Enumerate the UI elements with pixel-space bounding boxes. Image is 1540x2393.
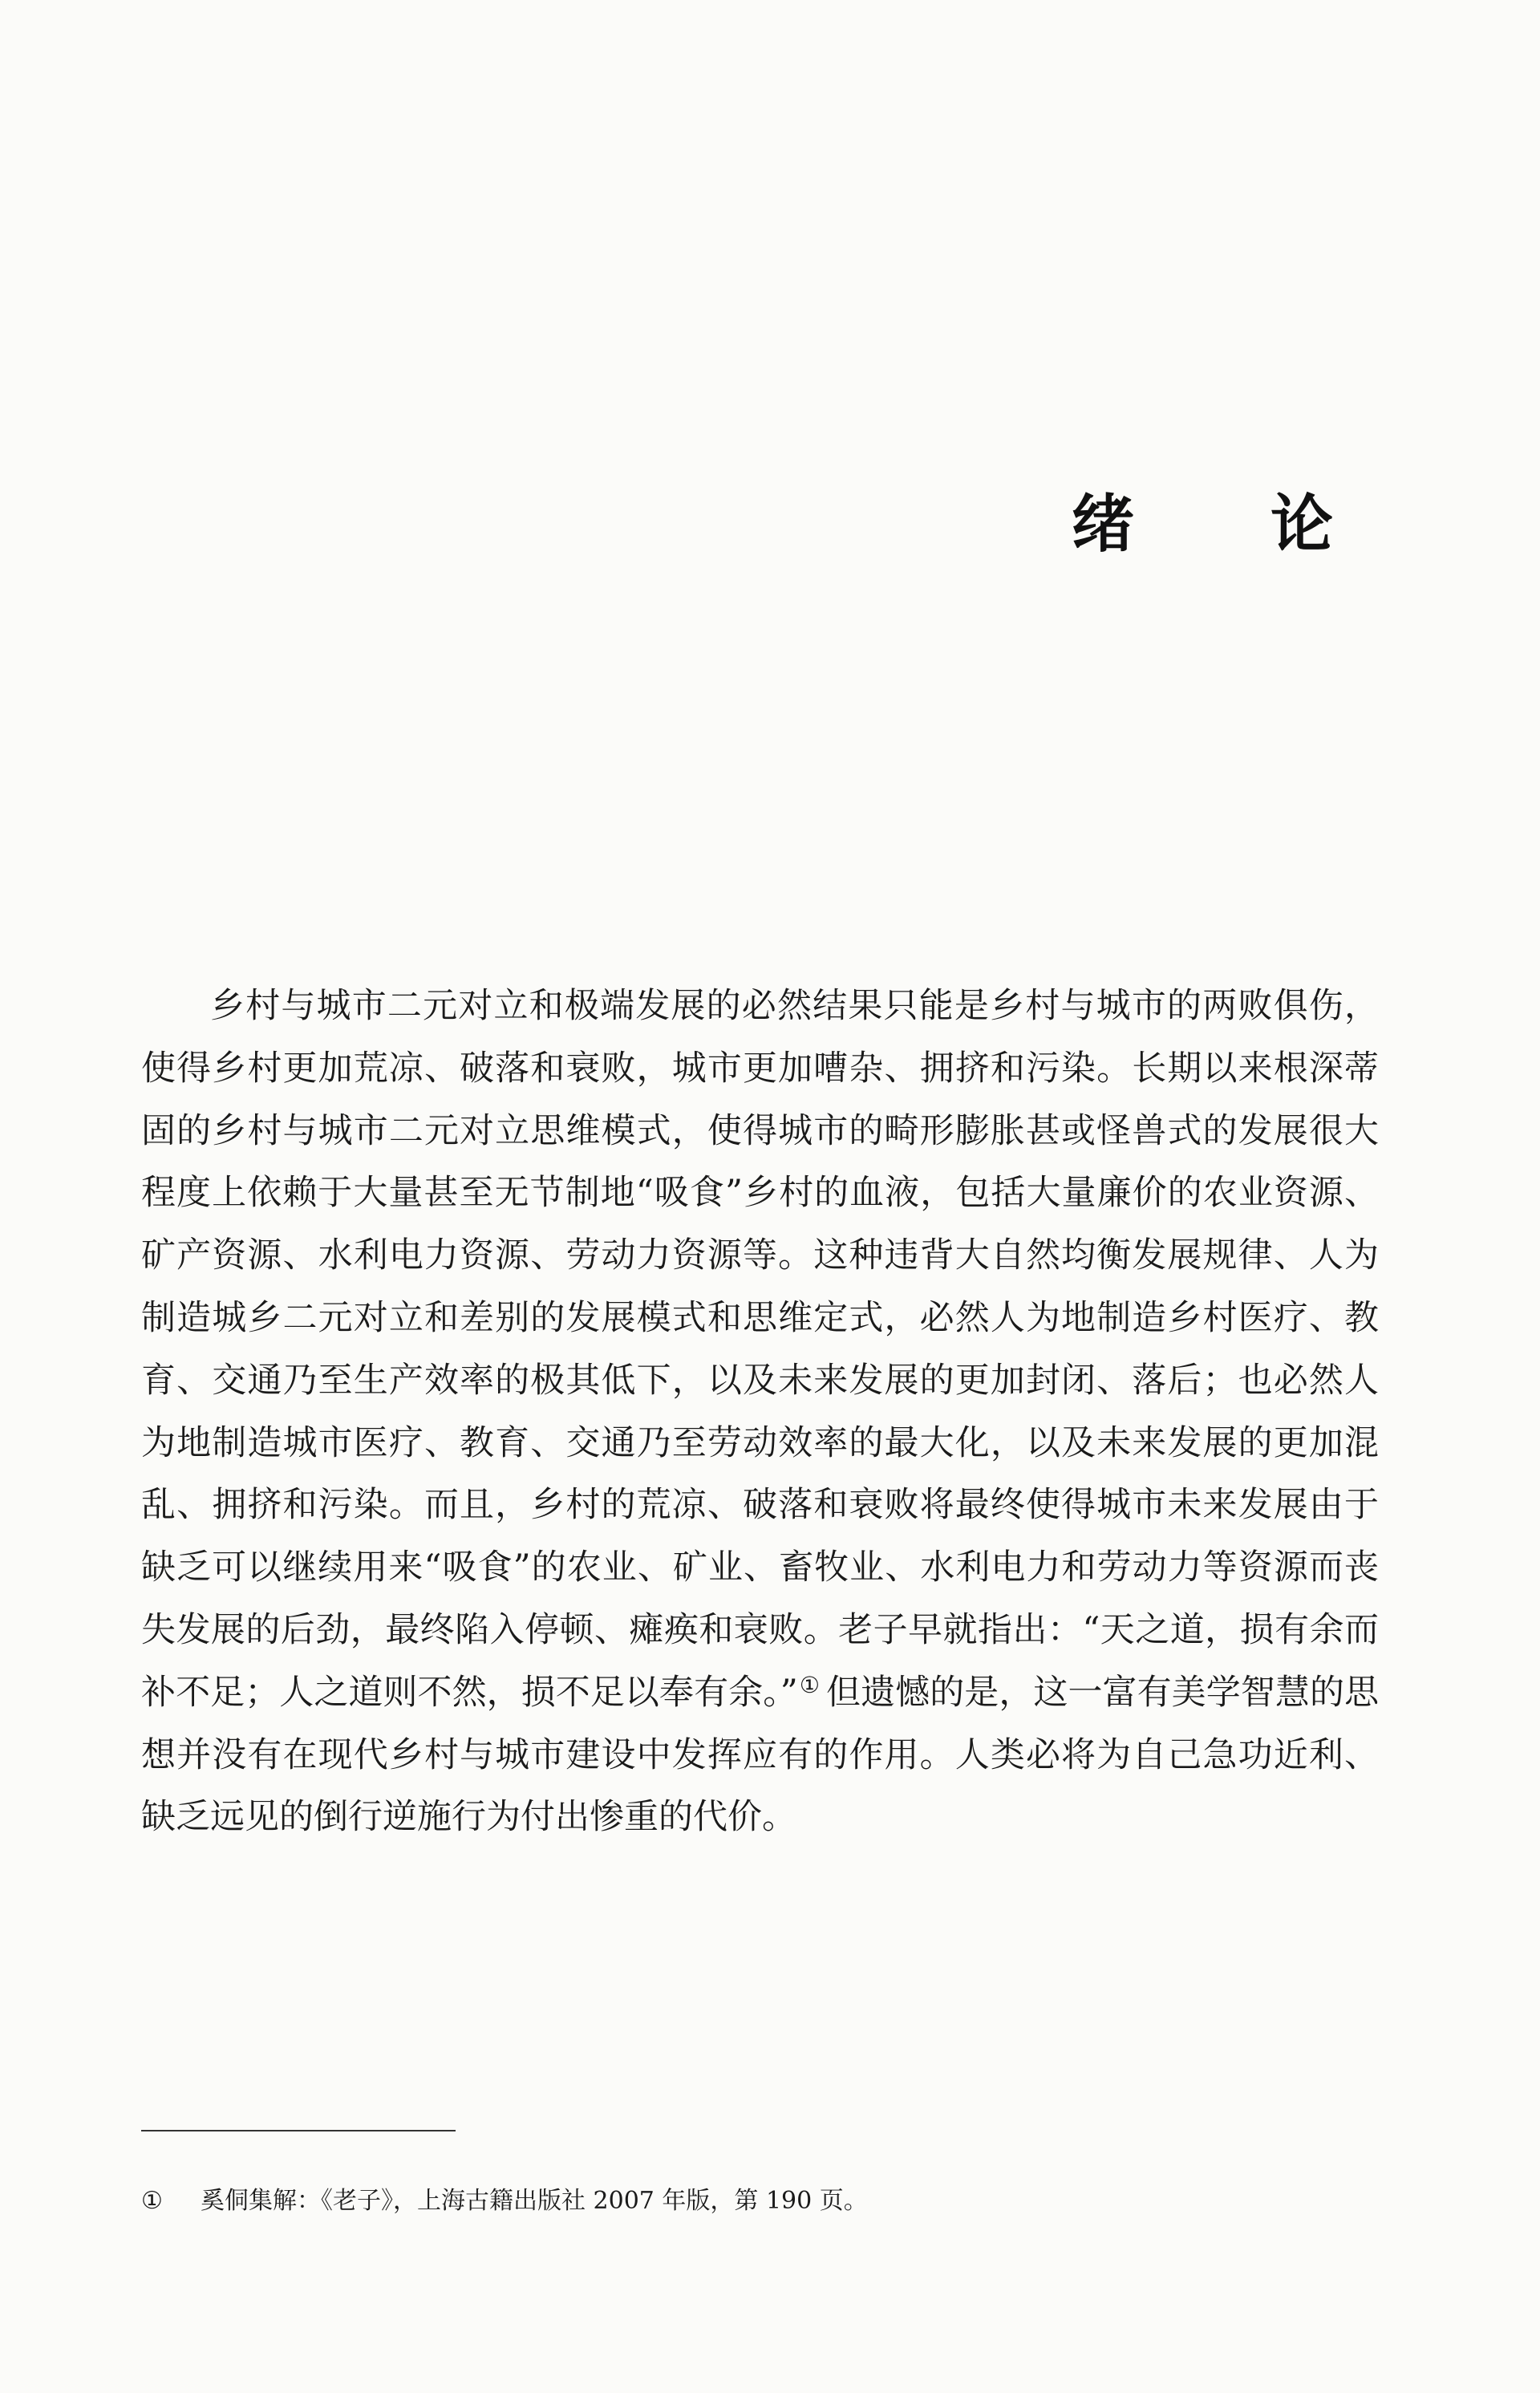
body-paragraph-text-1: 乡村与城市二元对立和极端发展的必然结果只能是乡村与城市的两败俱伤，使得乡村更加荒凉、破落和衰败，城市更加嘈杂、拥挤和污染。长期以来根深蒂固的乡村与城市二元对立思维模式，使得城市的畸形膨胀甚或怪兽式的发展很大程度上依赖于大量甚至无节制地“吸食”乡村的血液，包括大量廉价的农业资源、矿产资源、水利电力资源、劳动力资源等。这种违背大自然均衡发展规律、人为制造城乡二元对立和差别的发展模式和思维定式，必然人为地制造乡村医疗、教育、交通乃至生产效率的极其低下，以及未来发展的更加封闭、落后；也必然人为地制造城市医疗、教育、交通乃至劳动效率的最大化，以及未来发展的更加混乱、拥挤和污染。而且，乡村的荒凉、破落和衰败将最终使得城市未来发展由于缺乏可以继续用来“吸食”的农业、矿业、畜牧业、水利电力和劳动力等资源而丧失发展的后劲，最终陷入停顿、瘫痪和衰败。老子早就指出：“天之道，损有余而补不足；人之道则不然，损不足以奉有余。”: [141, 986, 1379, 1713]
footnote-divider: [141, 2130, 456, 2131]
chapter-title-char-2: 论: [1270, 488, 1333, 561]
body-paragraph: [141, 975, 1379, 1849]
footnote-mark: ①: [141, 2187, 163, 2215]
footnote: [141, 2184, 1379, 2219]
footnote-text: 奚侗集解：《老子》，上海古籍出版社 2007 年版，第 190 页。: [201, 2187, 868, 2215]
chapter-title-char-1: 绪: [1071, 488, 1134, 561]
chapter-title: [1071, 488, 1333, 561]
footnote-reference[interactable]: ①: [799, 1671, 821, 1698]
body-paragraph-text-2: 但遗憾的是，这一富有美学智慧的思想并没有在现代乡村与城市建设中发挥应有的作用。人类必将为自己急功近利、缺乏远见的倒行逆施行为付出惨重的代价。: [141, 1672, 1380, 1838]
